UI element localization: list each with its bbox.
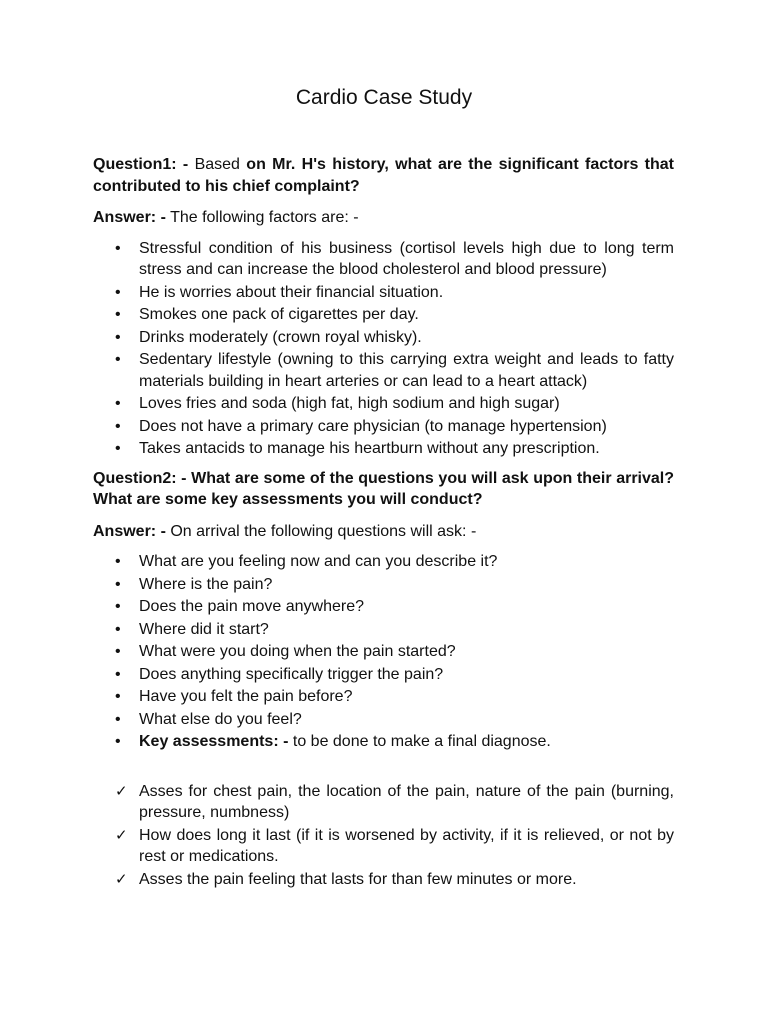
checklist-item-text: How does long it last (if it is worsened by activity, if it is relieved, or not by rest or medications. [139,826,674,865]
list-item [93,641,674,663]
answer-2-label: Answer: - [93,522,166,540]
checklist-item [93,825,674,868]
checklist-item-text: Asses for chest pain, the location of the pain, nature of the pain (burning, pressure, numbness) [139,782,674,821]
answer-2 [93,521,674,543]
key-assessments-item [93,731,674,753]
list-item-text: Does the pain move anywhere? [139,598,365,615]
answer-1 [93,207,674,229]
list-item [93,393,674,415]
checklist [93,781,674,891]
answer-2-text: On arrival the following questions will ask: - [170,522,477,540]
bullet-icon: • [115,283,121,301]
key-assessments-label: Key assessments: - [139,733,289,750]
list-item-text: Stressful condition of his business (cortisol levels high due to long term stress and can increase the blood cholesterol and blood pressure) [139,239,674,278]
bullet-icon: • [115,306,121,323]
key-assessments-text: to be done to make a final diagnose. [292,733,551,750]
list-item [93,574,674,596]
list-item [93,327,674,349]
answer-1-text: The following factors are: - [170,209,359,226]
bullet-icon: • [115,417,121,435]
bullet-icon: • [115,328,121,346]
bullet-icon: • [115,395,121,412]
list-item-text: Does anything specifically trigger the pain? [139,665,444,683]
list-item [93,416,674,438]
bullet-icon: • [115,440,121,457]
list-item [93,709,674,731]
bullet-icon: • [115,710,121,728]
checkmark-icon: ✓ [115,826,128,844]
list-item [93,238,674,281]
list-item [93,438,674,460]
list-item-text: Have you felt the pain before? [139,688,353,705]
bullet-icon: • [115,643,121,660]
bullet-icon: • [115,598,121,615]
list-item-text: Drinks moderately (crown royal whisky). [139,328,422,346]
list-item [93,349,674,392]
list-item-text: Does not have a primary care physician (to manage hypertension) [139,417,607,435]
question-1-normal-word: Based [194,156,240,173]
checklist-item-text: Asses the pain feeling that lasts for than few minutes or more. [139,870,577,888]
list-item [93,551,674,573]
question-2 [93,468,674,511]
list-item-text: Loves fries and soda (high fat, high sodium and high sugar) [139,395,560,412]
list-item-text: Where is the pain? [139,575,273,593]
checklist-item [93,781,674,824]
document-title: Cardio Case Study [295,86,473,109]
checkmark-icon: ✓ [115,870,128,888]
bullet-icon: • [115,688,121,705]
list-item-text: What else do you feel? [139,710,302,728]
list-item [93,619,674,641]
bullet-icon: • [115,665,121,683]
checklist-item [93,869,674,891]
bullet-icon: • [115,620,121,638]
list-item [93,282,674,304]
list-item-text: Where did it start? [139,620,269,638]
list-item [93,664,674,686]
bullet-icon: • [115,553,121,570]
question-2-label: Question2: - [93,469,187,487]
factors-list [93,238,674,460]
list-item-text: What are you feeling now and can you describe it? [139,553,498,570]
questions-list [93,551,674,753]
question-1-text: on Mr. H's history, what are the significant factors that contributed to his chief complaint? [93,156,674,195]
answer-1-label: Answer: - [93,209,166,226]
document-body [93,154,674,898]
question-1 [93,154,674,197]
list-item-text: Sedentary lifestyle (owning to this carrying extra weight and leads to fatty materials building in heart arteries or can lead to a heart attack) [139,351,674,390]
list-item-text: Smokes one pack of cigarettes per day. [139,306,419,323]
spacer [93,761,674,781]
list-item-text: Takes antacids to manage his heartburn without any prescription. [139,440,600,457]
bullet-icon: • [115,239,121,257]
list-item [93,686,674,708]
list-item [93,596,674,618]
list-item-text: He is worries about their financial situation. [139,283,444,301]
question-1-label: Question1: - [93,156,189,173]
list-item-text: What were you doing when the pain started? [139,643,456,660]
checkmark-icon: ✓ [115,782,128,800]
bullet-icon: • [115,733,121,750]
question-2-text: What are some of the questions you will ask upon their arrival? What are some key assessments you will conduct? [93,469,675,508]
bullet-icon: • [115,351,121,368]
list-item [93,304,674,326]
bullet-icon: • [115,575,121,593]
